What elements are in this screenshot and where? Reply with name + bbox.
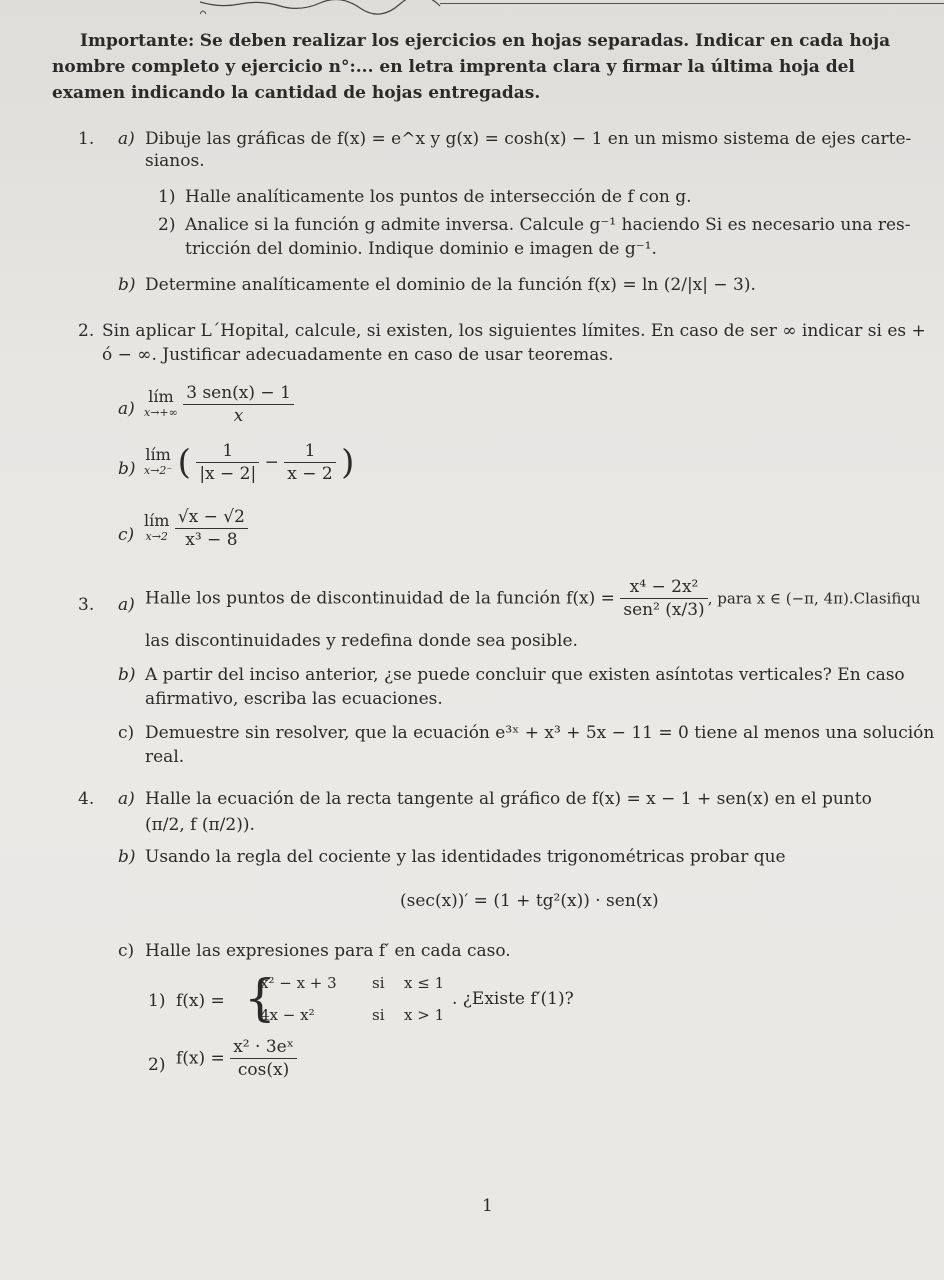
ex4-c1-case1-si: si [372, 974, 385, 992]
ex2-c-expr [144, 506, 248, 551]
ex4-c1-label: 1) [148, 991, 166, 1011]
ex3-a-line1: Halle los puntos de discontinuidad de la función f(x) = $\frac{\text{x⁴ − 2x²}}{\text{sen² (x/3)}}$ , para x ∈ (−π, 4π).Clasifiqu [145, 577, 921, 620]
ex4-c1-post: . ¿Existe f′(1)? [452, 989, 574, 1009]
ex4-a-line2: (π/2, f (π/2)). [145, 815, 255, 835]
page-number: 1 [482, 1196, 493, 1216]
piecewise-brace: { [244, 969, 276, 1027]
ex4-c-label: c) [118, 941, 135, 961]
ex1-a-label: a) [118, 129, 135, 149]
handwriting-scrawl [200, 0, 460, 16]
ex1-a2-label: 2) [158, 215, 176, 235]
header-line-1 [80, 30, 890, 52]
ex4-c1-case1-expr: x² − x + 3 [260, 974, 337, 992]
ex4-c1-case2-cond: x > 1 [404, 1006, 445, 1024]
ex1-b-label: b) [118, 275, 136, 295]
ex3-number: 3. [78, 595, 95, 615]
right-paren: ) [341, 442, 355, 483]
ex3-c-line1: Demuestre sin resolver, que la ecuación e³ˣ + x³ + 5x − 11 = 0 tiene al menos una solución [145, 723, 935, 743]
left-paren: ( [177, 442, 191, 483]
ex1-b-text: Determine analíticamente el dominio de la función f(x) = ln (2/|x| − 3). [145, 275, 756, 295]
limit-operator: lím x→+∞ [144, 386, 178, 419]
ex4-c2-expr: f(x) = $\frac{\text{x² · 3eˣ}}{\cos(x)}$ [176, 1036, 297, 1081]
ex4-b-line1: Usando la regla del cociente y las identidades trigonométricas probar que [145, 847, 786, 867]
header-text-1: Se deben realizar los ejercicios en hojas separadas. Indicar en cada hoja [199, 31, 891, 51]
header-line-3: examen indicando la cantidad de hojas entregadas. [52, 83, 541, 103]
ex4-c1-f: f(x) = [176, 991, 225, 1011]
limit-operator: lím x→2 [144, 510, 170, 543]
ex3-a-line2: las discontinuidades y redefina donde sea posible. [145, 631, 578, 651]
ex1-a2-line2: tricción del dominio. Indique dominio e imagen de g⁻¹. [185, 239, 657, 259]
ex2-line2: ó − ∞. Justificar adecuadamente en caso de usar teoremas. [102, 345, 614, 365]
ex1-a1-text: Halle analíticamente los puntos de intersección de f con g. [185, 187, 692, 207]
ex4-b-label: b) [118, 847, 136, 867]
fraction: $\frac{√x - √2}{\text{x³ − 8}}$ [175, 506, 248, 551]
ex4-a-line1: Halle la ecuación de la recta tangente al gráfico de f(x) = x − 1 + sen(x) en el punto [145, 789, 872, 809]
ex3-c-line2: real. [145, 747, 185, 767]
ex2-number: 2. [78, 321, 95, 341]
ex4-b-formula: (sec(x))′ = (1 + tg²(x)) · sen(x) [400, 891, 659, 911]
ex2-c-label: c) [118, 525, 135, 545]
fraction: $\frac{1}{|x - 2|}$ [196, 440, 259, 485]
ex3-b-line1: A partir del inciso anterior, ¿se puede concluir que existen asíntotas verticales? En caso [145, 665, 905, 685]
ex4-c1-case1-cond: x ≤ 1 [404, 974, 445, 992]
ex4-c1-case2-expr: 4x − x² [260, 1006, 315, 1024]
ex3-a-label: a) [118, 595, 135, 615]
ex4-number: 4. [78, 789, 95, 809]
ex2-b-label: b) [118, 459, 136, 479]
limit-operator: lím x→2⁻ [144, 444, 173, 477]
header-line-2: nombre completo y ejercicio n°:... en letra imprenta clara y firmar la última hoja del [52, 57, 855, 77]
fraction: $\frac{\text{x⁴ − 2x²}}{\text{sen² (x/3)}}$ [620, 576, 707, 621]
ex3-b-line2: afirmativo, escriba las ecuaciones. [145, 689, 443, 709]
ex2-a-label: a) [118, 399, 135, 419]
ex1-a-line2: sianos. [145, 151, 205, 171]
ex1-a1-label: 1) [158, 187, 176, 207]
fraction: $\frac{1}{x - 2}$ [284, 440, 335, 485]
ex2-a-expr [144, 382, 294, 427]
ex1-a2-line1: Analice si la función g admite inversa. Calcule g⁻¹ haciendo Si es necesario una res- [185, 215, 911, 235]
ex2-b-expr: lím x→2⁻ ( $\frac{1}{|x - 2|}$ − $\frac{1}{x - 2}$ ) [144, 441, 355, 484]
ex3-c-label: c) [118, 723, 135, 743]
header-title: Importante: [80, 31, 195, 51]
ex4-a-label: a) [118, 789, 135, 809]
fraction: $\frac{\text{x² · 3eˣ}}{\cos(x)}$ [230, 1036, 297, 1081]
top-rule [440, 3, 944, 4]
fraction: $\frac{\text{3 sen(x) − 1}}{x}$ [183, 382, 294, 427]
ex3-b-label: b) [118, 665, 136, 685]
ex4-c1-case2-si: si [372, 1006, 385, 1024]
ex2-line1: Sin aplicar L´Hopital, calcule, si existen, los siguientes límites. En caso de ser ∞ indicar si es + [102, 321, 926, 341]
ex4-c2-label: 2) [148, 1055, 166, 1075]
ex1-number: 1. [78, 129, 95, 149]
ex4-c-line1: Halle las expresiones para f′ en cada caso. [145, 941, 511, 961]
ex1-a-line1: Dibuje las gráficas de f(x) = e^x y g(x) = cosh(x) − 1 en un mismo sistema de ejes carte- [145, 129, 912, 149]
